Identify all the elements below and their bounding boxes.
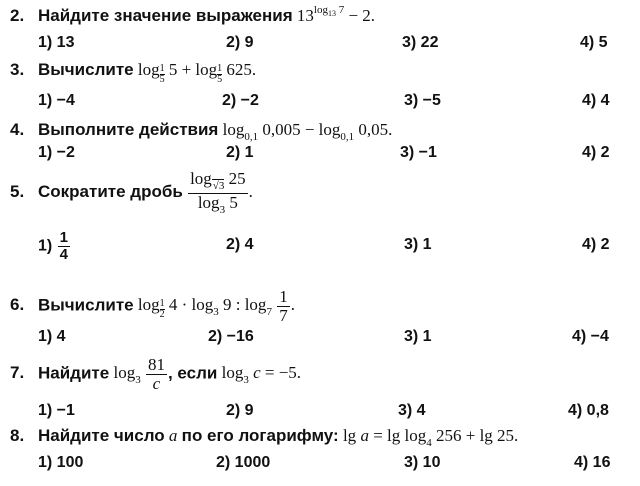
question-condition: $\log_3 c = -5$. [221,363,302,387]
question-text: Найдите [38,363,110,383]
question-number: 8. [10,426,25,445]
question-formula: $\lg a = \lg \log_4 256 + \lg 25$. [342,426,519,449]
answer-option-3[interactable]: 3) −1 [400,144,437,161]
question-formula: log $\frac{1}{2}$ $4 \cdot \log_3 9$ : $\log_7$ $\frac{1}{7}$ . [137,287,295,325]
question-text-2: по его логарифму: [181,426,339,445]
answer-option-4[interactable]: 4) 2 [582,236,610,253]
answer-option-2[interactable]: 2) 9 [226,402,254,419]
question-variable: a [168,426,178,445]
answer-option-4[interactable]: 4) 16 [574,454,611,471]
question-number: 4. [10,120,25,139]
question-head [10,120,392,143]
question-head [10,356,301,393]
answer-option-1[interactable]: 1) 13 [38,34,75,51]
question-text: Сократите дробь [38,181,183,201]
question-text: Найдите значение выражения [38,6,293,25]
answer-option-3[interactable]: 3) −5 [404,92,441,109]
answer-option-3[interactable]: 3) 10 [404,454,441,471]
answer-option-1[interactable]: 1) 100 [38,454,84,471]
answer-option-4[interactable]: 4) −4 [572,328,609,345]
answer-option-1[interactable]: 1) −4 [38,92,75,109]
answer-option-4[interactable]: 4) 5 [580,34,608,51]
answer-option-4[interactable]: 4) 0,8 [568,402,609,419]
question-formula: $\log_{0,1} 0,005 - \log_{0,1} 0,05$. [222,120,393,143]
question-text: Вычислите [38,295,134,315]
question-number: 2. [10,6,25,25]
answer-option-3[interactable]: 3) 1 [404,328,432,345]
question-formula: log $\frac{1}{5}$ 5 + log $\frac{1}{5}$ 625. [137,60,257,85]
question-formula: $13^{log_{13} 7} - 2$. [296,4,376,25]
question-text-2: , если [167,363,218,383]
answer-option-1[interactable]: 1) −2 [38,144,75,161]
question-head [10,60,256,85]
question-number: 7. [10,363,25,383]
question-text: Выполните действия [38,120,219,139]
question-head [10,4,375,26]
answer-option-2[interactable]: 2) −16 [208,328,254,345]
question-head [10,426,518,449]
question-fraction: $\frac{\log_{√3} 25}{\log_3 5}$ [190,169,246,216]
answer-option-2[interactable]: 2) −2 [222,92,259,109]
question-text: Найдите число [38,426,165,445]
answer-option-3[interactable]: 3) 4 [398,402,426,419]
answer-option-2[interactable]: 2) 1000 [216,454,271,471]
question-head [10,288,295,325]
question-number: 6. [10,295,25,315]
answer-option-1[interactable]: 1) $\frac{1}{4}$ [38,229,69,263]
question-number: 3. [10,60,25,79]
answer-option-2[interactable]: 2) 1 [226,144,254,161]
answer-option-4[interactable]: 4) 2 [582,144,610,161]
answer-option-1[interactable]: 1) 4 [38,328,66,345]
answer-option-2[interactable]: 2) 4 [226,236,254,253]
answer-option-2[interactable]: 2) 9 [226,34,254,51]
question-formula: $\log_3$ $\frac{81}{c}$ [113,355,165,393]
answer-option-1[interactable]: 1) −1 [38,402,75,419]
question-number: 5. [10,181,25,201]
question-text: Вычислите [38,60,134,79]
answer-option-3[interactable]: 3) 22 [402,34,439,51]
question-head: 5. Сократите дробь $\frac{\log_{√3} 25}{\log_3 5}$ . [10,169,253,216]
answer-option-4[interactable]: 4) 4 [582,92,610,109]
answer-option-3[interactable]: 3) 1 [404,236,432,253]
